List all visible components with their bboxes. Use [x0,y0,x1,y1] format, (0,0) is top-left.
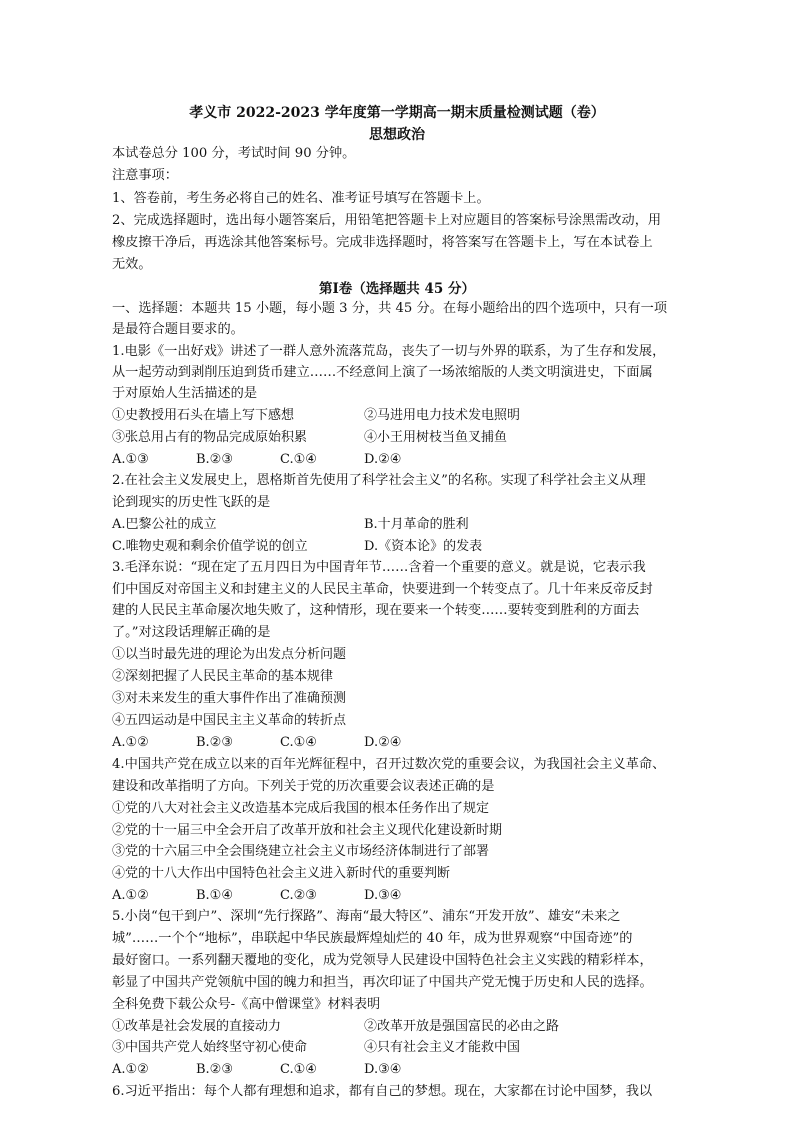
q4-option-b: B.①④ [196,888,233,903]
q2-option-d: D.《资本论》的发表 [364,539,483,554]
q1-statement-1: ①史教授用石头在墙上写下感想 [112,408,295,423]
section-1-desc-cont: 是最符合题目要求的。 [112,322,244,337]
section-1-title: 第Ⅰ卷（选择题共 45 分） [318,281,475,297]
q3-stem: 3.毛泽东说：“现在定了五月四日为中国青年节……含着一个重要的意义。就是说，它表示我 [112,560,646,575]
notice-item-2: 2、完成选择题时，选出每小题答案后，用铅笔把答题卡上对应题目的答案标号涂黑需改动，用 [112,213,662,228]
q2-option-c: C.唯物史观和剩余价值学说的创立 [112,539,308,554]
q1-option-d: D.②④ [364,452,402,467]
q1-stem-cont: 从一起劳动到剥削压迫到货币建立……不经意间上演了一场浓缩版的人类文明演进史，下面属 [112,365,653,380]
q4-stem: 4.中国共产党在成立以来的百年光辉征程中，召开过数次党的重要会议，为我国社会主义革命、 [112,757,666,772]
q5-stem-cont-2: 最好窗口。一系列翻天覆地的变化，成为党领导人民建设中国特色社会主义实践的精彩样本， [112,953,653,968]
q1-stem-end: 于对原始人生活描述的是 [112,386,258,401]
section-1-desc: 一、选择题：本题共 15 小题，每小题 3 分，共 45 分。在每小题给出的四个选项中，只有一项 [112,301,668,316]
q5-stem-cont: 城”……一个个“地标”，串联起中华民族最辉煌灿烂的 40 年，成为世界观察“中国奇迹”的 [112,931,633,946]
q4-option-c: C.②③ [280,888,317,903]
q5-statement-1: ①改革是社会发展的直接动力 [112,1019,282,1034]
q5-statement-4: ④只有社会主义才能救中国 [364,1040,521,1055]
q3-statement-4: ④五四运动是中国民主主义革命的转折点 [112,713,347,728]
q5-stem: 5.小岗“包干到户”、深圳“先行探路”、海南“最大特区”、浦东“开发开放”、雄安“未来之 [112,909,621,924]
notice-item-2-cont: 橡皮擦干净后，再选涂其他答案标号。完成非选择题时，将答案写在答题卡上，写在本试卷上 [112,235,653,250]
q1-statement-4: ④小王用树枝当鱼叉捕鱼 [364,430,508,445]
q2-option-b: B.十月革命的胜利 [364,517,469,532]
total-score-note: 本试卷总分 100 分，考试时间 90 分钟。 [112,146,356,161]
q1-stem: 1.电影《一出好戏》讲述了一群人意外流落荒岛，丧失了一切与外界的联系，为了生存和发展， [112,344,666,359]
q4-statement-1: ①党的八大对社会主义改造基本完成后我国的根本任务作出了规定 [112,801,490,816]
exam-subject: 思想政治 [369,127,425,143]
q4-option-d: D.③④ [364,888,402,903]
q3-stem-end: 了。”对这段话理解正确的是 [112,625,271,640]
q3-option-d: D.②④ [364,735,402,750]
q5-statement-2: ②改革开放是强国富民的必由之路 [364,1019,560,1034]
q5-option-b: B.②③ [196,1062,233,1077]
q3-stem-cont-2: 建的人民民主革命屡次地失败了，这种情形，现在要来一个转变……要转变到胜利的方面去 [112,603,640,618]
q2-stem-cont: 论到现实的历史性飞跃的是 [112,495,271,510]
q3-statement-1: ①以当时最先进的理论为出发点分析问题 [112,647,347,662]
q5-option-c: C.①④ [280,1062,317,1077]
notice-item-2-end: 无效。 [112,257,152,272]
q5-stem-end: 全科免费下载公众号-《高中僧课堂》材料表明 [112,997,381,1012]
notice-item-1: 1、答卷前，考生务必将自己的姓名、准考证号填写在答题卡上。 [112,191,490,206]
q3-option-b: B.②③ [196,735,233,750]
q2-stem: 2.在社会主义发展史上，恩格斯首先使用了科学社会主义”的名称。实现了科学社会主义从理 [112,473,646,488]
q5-statement-3: ③中国共产党人始终坚守初心使命 [112,1040,308,1055]
q1-option-c: C.①④ [280,452,317,467]
q3-option-c: C.①④ [280,735,317,750]
q1-option-a: A.①③ [112,452,149,467]
q4-statement-4: ④党的十八大作出中国特色社会主义进入新时代的重要判断 [112,866,451,881]
q4-statement-3: ③党的十六届三中全会围绕建立社会主义市场经济体制进行了部署 [112,844,490,859]
q3-statement-2: ②深刻把握了人民民主革命的基本规律 [112,669,334,684]
q3-option-a: A.①② [112,735,149,750]
notice-title: 注意事项： [112,168,178,183]
q2-option-a: A.巴黎公社的成立 [112,517,217,532]
q4-option-a: A.①② [112,888,149,903]
q4-statement-2: ②党的十一届三中全会开启了改革开放和社会主义现代化建设新时期 [112,823,503,838]
q1-statement-2: ②马进用电力技术发电照明 [364,408,521,423]
q3-stem-cont: 们中国反对帝国主义和封建主义的人民民主革命，快要进到一个转变点了。几十年来反帝反封 [112,582,653,597]
q3-statement-3: ③对未来发生的重大事件作出了准确预测 [112,691,347,706]
q1-statement-3: ③张总用占有的物品完成原始积累 [112,430,308,445]
exam-title: 孝义市 2022-2023 学年度第一学期高一期末质量检测试题（卷） [189,105,605,121]
q5-option-d: D.③④ [364,1062,402,1077]
q1-option-b: B.②③ [196,452,233,467]
q5-option-a: A.①② [112,1062,149,1077]
q4-stem-cont: 建设和改革指明了方向。下列关于党的历次重要会议表述正确的是 [112,779,495,794]
q5-stem-cont-3: 彰显了中国共产党领航中国的魄力和担当，再次印证了中国共产党无愧于历史和人民的选择。 [112,975,653,990]
q6-stem: 6.习近平指出：每个人都有理想和追求，都有自己的梦想。现在，大家都在讨论中国梦，我以 [112,1084,653,1099]
